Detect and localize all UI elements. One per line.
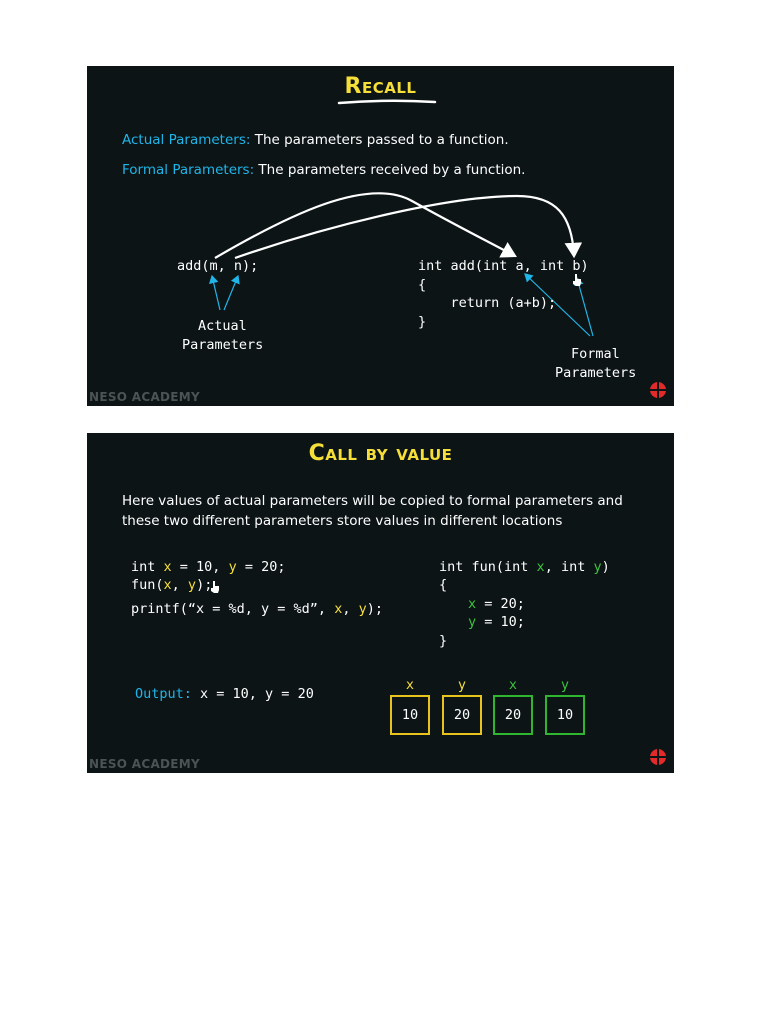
output-label: Output: [135, 686, 192, 702]
actual-parameters-label: Actual [198, 318, 247, 334]
box-label-y-actual: y [457, 677, 467, 693]
box-label-x-actual: x [405, 677, 415, 693]
actual-parameters-term: Actual Parameters: [122, 132, 251, 148]
function-definition-line-2: { [418, 277, 427, 293]
formal-parameters-term: Formal Parameters: [122, 162, 255, 178]
actual-parameters-text: The parameters passed to a function. [250, 132, 509, 148]
function-call-code: add(m, n); [177, 258, 259, 274]
slide-title: Call by value [308, 441, 453, 466]
brand-watermark: NESO ACADEMY [89, 757, 201, 771]
brand-watermark: NESO ACADEMY [89, 390, 201, 404]
main-code-line-3: printf(“x = %d, y = %d”, x, y); [131, 601, 384, 617]
memory-box-y-actual: 20 [442, 695, 482, 735]
neso-logo-icon [648, 380, 668, 400]
formal-parameters-text: The parameters received by a function. [254, 162, 526, 178]
slide-call-by-value [87, 433, 674, 773]
fun-code-line-2: { [439, 577, 448, 593]
output-value: x = 10, y = 20 [191, 686, 314, 702]
fun-code-line-3: x = 20; [468, 596, 525, 612]
function-definition-line-4: } [418, 314, 427, 330]
memory-box-y-formal: 10 [545, 695, 585, 735]
function-definition-line-3: return (a+b); [418, 295, 557, 311]
neso-logo-icon [648, 747, 668, 767]
slide-recall [87, 66, 674, 406]
hand-cursor-icon [572, 273, 582, 287]
description-line-2: these two different parameters store values in different locations [122, 513, 563, 529]
memory-box-x-formal: 20 [493, 695, 533, 735]
formal-parameters-label-2: Parameters [555, 365, 637, 381]
actual-parameters-label-2: Parameters [182, 337, 264, 353]
main-code-line-2: fun(x, y); [131, 577, 213, 593]
box-label-y-formal: y [560, 677, 570, 693]
description-line-1: Here values of actual parameters will be copied to formal parameters and [122, 493, 623, 509]
box-label-x-formal: x [508, 677, 518, 693]
function-definition-line-1: int add(int a, int b) [418, 258, 589, 274]
fun-code-line-1: int fun(int x, int y) [439, 559, 610, 575]
fun-code-line-4: y = 10; [468, 614, 525, 630]
fun-code-line-5: } [439, 633, 448, 649]
main-code-line-1: int x = 10, y = 20; [131, 559, 286, 575]
slide-title: Recall [344, 74, 417, 99]
memory-box-x-actual: 10 [390, 695, 430, 735]
output-line [135, 686, 314, 702]
hand-cursor-icon [210, 580, 220, 594]
formal-parameters-label: Formal [571, 346, 620, 362]
